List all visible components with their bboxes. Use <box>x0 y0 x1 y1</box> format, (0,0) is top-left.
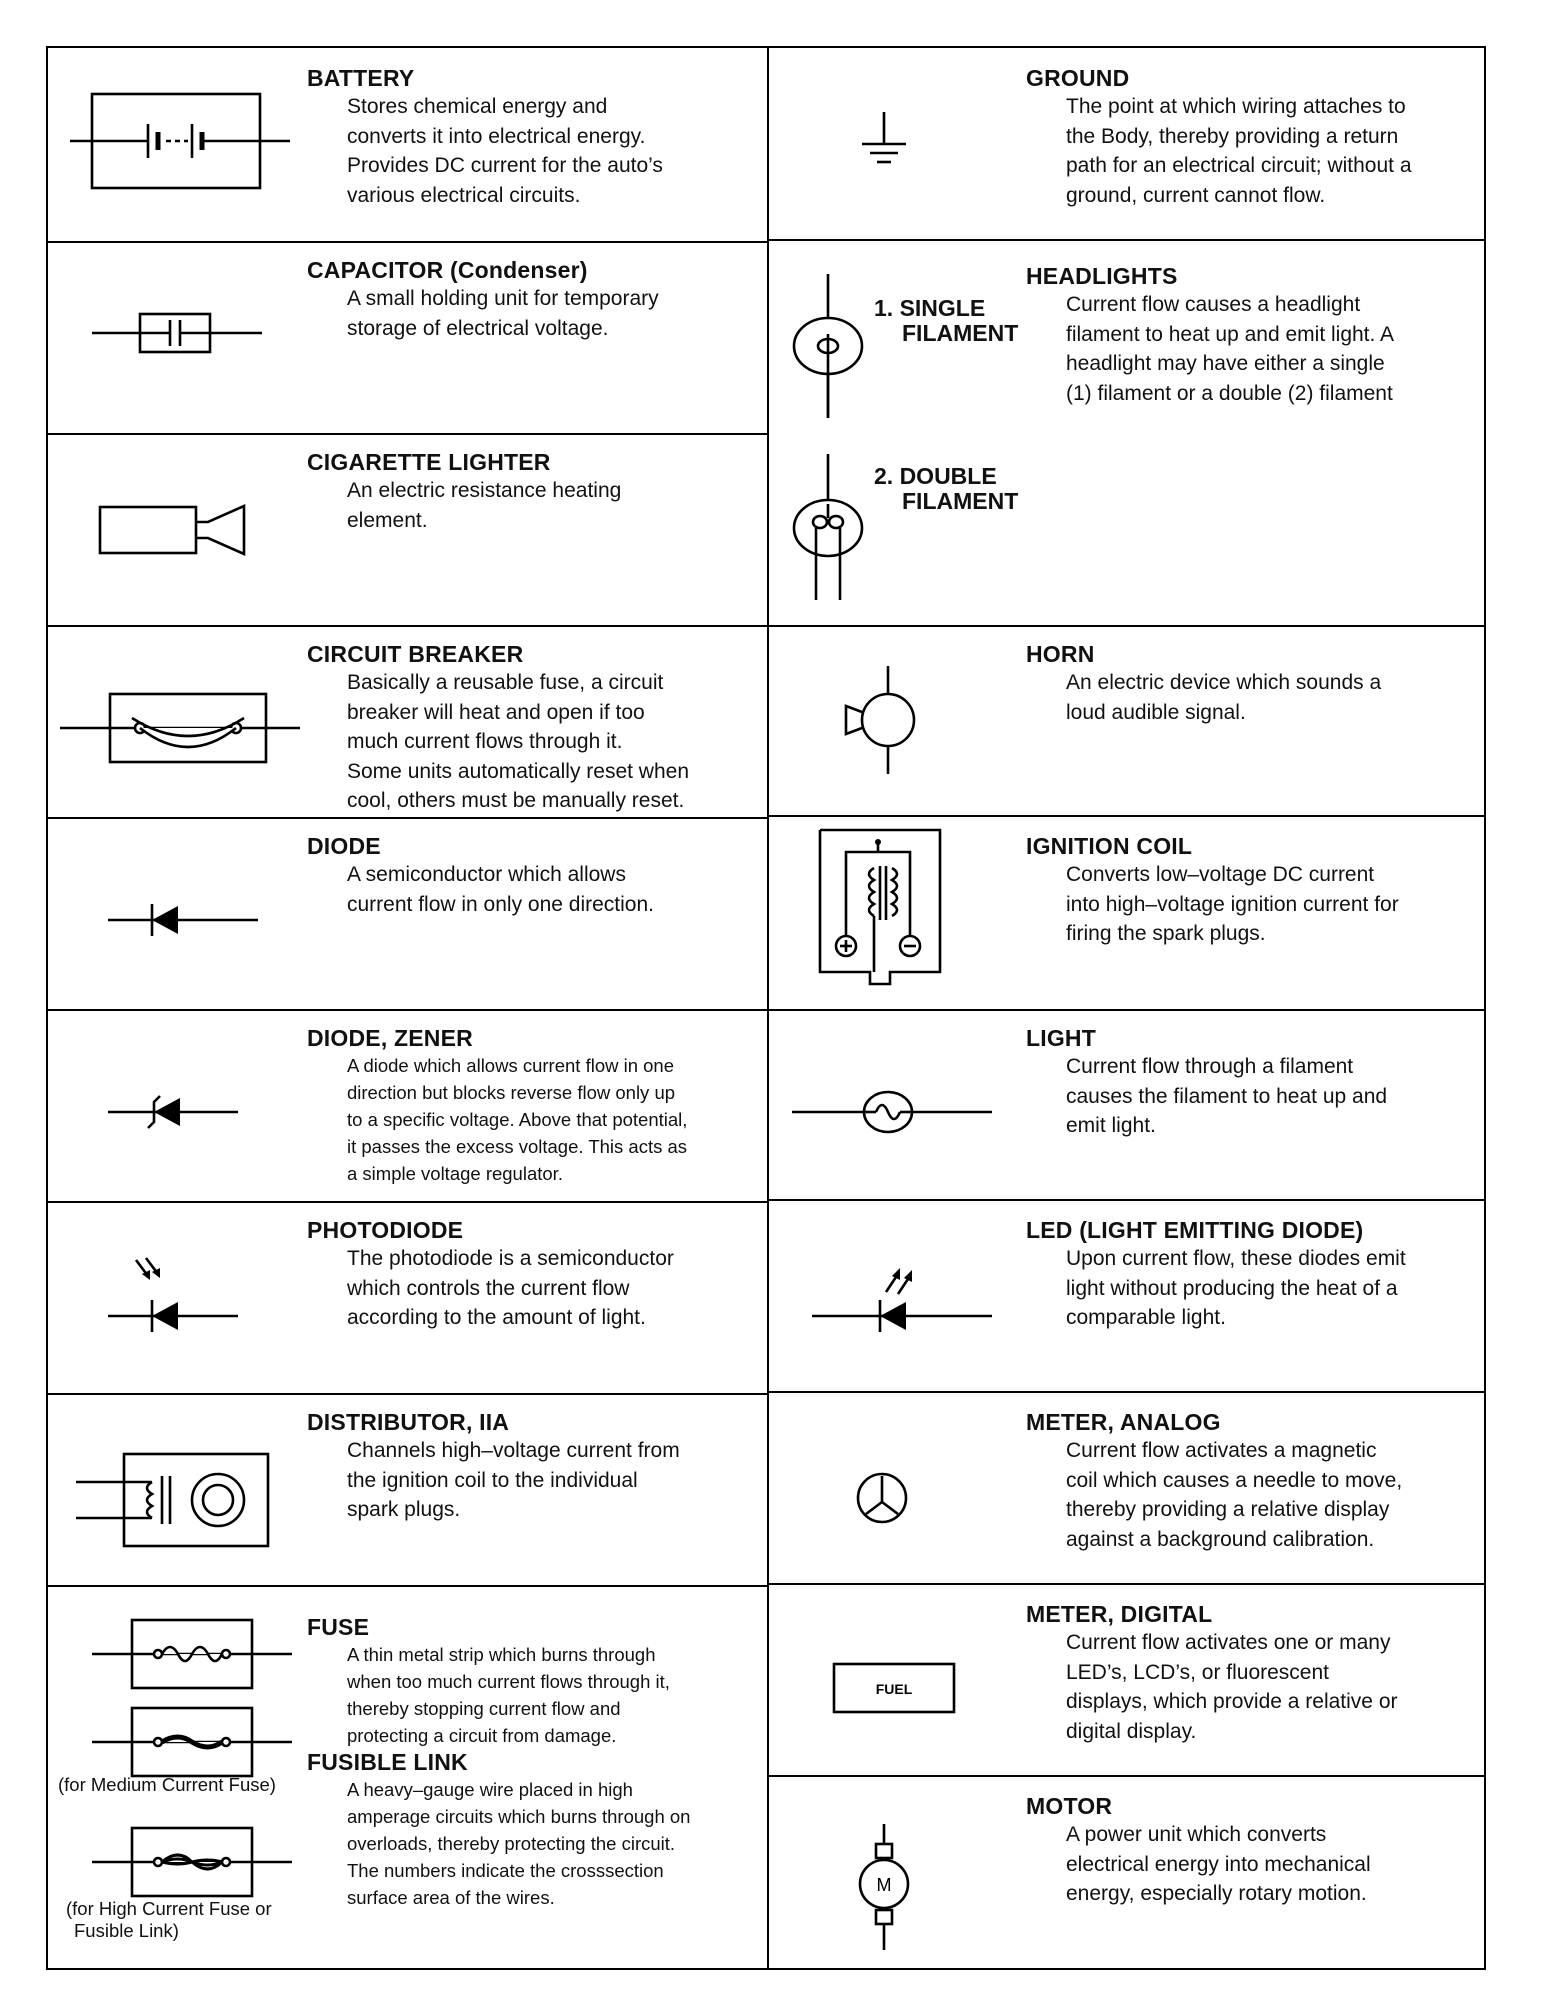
entry-title: CIGARETTE LIGHTER <box>307 449 551 475</box>
row-divider <box>768 1391 1486 1393</box>
entry-desc-line: loud audible signal. <box>1066 700 1246 724</box>
headlights-entry <box>1026 263 1394 408</box>
entry-desc-line: The numbers indicate the crosssection <box>347 1860 664 1881</box>
entry-desc-line: comparable light. <box>1066 1306 1226 1329</box>
row-divider <box>48 241 768 243</box>
entry-desc-line: surface area of the wires. <box>347 1887 555 1908</box>
analog-meter-symbol-icon <box>852 1468 912 1528</box>
distributor-entry <box>307 1409 680 1525</box>
horn-symbol-icon <box>840 666 920 776</box>
row-divider <box>768 625 1486 627</box>
capacitor-entry <box>307 257 659 343</box>
entry-desc-line: A diode which allows current flow in one <box>347 1055 675 1076</box>
entry-desc-line: firing the spark plugs. <box>1066 922 1266 945</box>
entry-desc-line: Some units automatically reset when <box>347 759 689 783</box>
entry-title: BATTERY <box>307 65 415 91</box>
zener-diode-symbol-icon <box>108 1092 238 1132</box>
entry-desc-line: energy, especially rotary motion. <box>1066 1882 1367 1905</box>
entry-desc-line: An electric device which sounds a <box>1066 671 1382 694</box>
motor-entry <box>1026 1793 1371 1909</box>
row-divider <box>48 625 768 627</box>
photodiode-symbol-icon <box>108 1256 238 1336</box>
filament-label-line: 1. SINGLE <box>874 295 986 321</box>
entry-desc-line: cool, others must be manually reset. <box>347 789 685 812</box>
light-entry <box>1026 1025 1387 1141</box>
entry-desc-line: much current flows through it. <box>347 730 623 753</box>
entry-title: HEADLIGHTS <box>1026 263 1178 289</box>
row-divider <box>768 1199 1486 1201</box>
analog-meter-entry <box>1026 1409 1402 1554</box>
row-divider <box>48 1393 768 1395</box>
entry-desc-line: storage of electrical voltage. <box>347 316 609 340</box>
entry-desc-line: direction but blocks reverse flow only up <box>347 1082 676 1103</box>
entry-desc-line: to a specific voltage. Above that potential, <box>347 1109 688 1130</box>
entry-title: LED (LIGHT EMITTING DIODE) <box>1026 1217 1364 1243</box>
high-fuse-caption: (for High Current Fuse or <box>66 1898 272 1919</box>
row-divider <box>768 815 1486 817</box>
entry-title: MOTOR <box>1026 1793 1113 1819</box>
entry-desc-line: electrical energy into mechanical <box>1066 1852 1371 1876</box>
entry-desc-line: The point at which wiring attaches to <box>1066 95 1406 118</box>
entry-title: FUSIBLE LINK <box>307 1749 468 1775</box>
row-divider <box>768 1583 1486 1585</box>
filament-label-line: FILAMENT <box>902 320 1019 346</box>
row-divider <box>48 1585 768 1587</box>
entry-title: GROUND <box>1026 65 1130 91</box>
entry-desc-line: thereby stopping current flow and <box>347 1698 621 1719</box>
entry-desc-line: path for an electrical circuit; without a <box>1066 154 1412 177</box>
entry-desc-line: causes the filament to heat up and <box>1066 1084 1388 1108</box>
ground-symbol-icon <box>854 112 914 172</box>
row-divider <box>48 1201 768 1203</box>
horn-entry <box>1026 641 1381 727</box>
entry-desc-line: ground, current cannot flow. <box>1066 183 1326 207</box>
filament-label-line: 2. DOUBLE <box>874 463 997 489</box>
row-divider <box>768 1775 1486 1777</box>
entry-desc-line: amperage circuits which burns through on <box>347 1806 691 1827</box>
ground-entry <box>1026 65 1412 210</box>
row-divider <box>48 1009 768 1011</box>
diode-symbol-icon <box>108 900 258 940</box>
single-filament-label <box>874 296 1018 346</box>
ignition-coil-entry <box>1026 833 1399 949</box>
symbol-chart <box>46 46 1486 1970</box>
entry-title: CAPACITOR (Condenser) <box>307 257 588 283</box>
entry-desc-line: filament to heat up and emit light. A <box>1066 322 1395 346</box>
entry-desc-line: An electric resistance heating <box>347 479 622 502</box>
headlight-single-filament-icon <box>788 274 868 424</box>
digital-meter-symbol-icon <box>832 1662 962 1718</box>
entry-desc-line: Current flow causes a headlight <box>1066 293 1361 316</box>
entry-desc-line: A small holding unit for temporary <box>347 287 659 310</box>
entry-title: DISTRIBUTOR, IIA <box>307 1409 510 1435</box>
high-fuse-caption: Fusible Link) <box>74 1920 179 1941</box>
entry-desc-line: emit light. <box>1066 1114 1156 1137</box>
entry-desc-line: coil which causes a needle to move, <box>1066 1468 1403 1492</box>
row-divider <box>768 1009 1486 1011</box>
entry-desc-line: headlight may have either a single <box>1066 352 1385 375</box>
double-filament-label <box>874 464 1018 514</box>
battery-symbol-icon <box>70 94 290 194</box>
entry-desc-line: Current flow activates one or many <box>1066 1631 1391 1654</box>
entry-desc-line: A thin metal strip which burns through <box>347 1644 656 1665</box>
entry-desc-line: Stores chemical energy and <box>347 95 608 118</box>
entry-desc-line: Provides DC current for the auto’s <box>347 154 663 177</box>
entry-desc-line: when too much current flows through it, <box>347 1671 670 1692</box>
photodiode-entry <box>307 1217 674 1333</box>
high-current-fuse-symbol-icon <box>92 1822 292 1902</box>
entry-desc-line: according to the amount of light. <box>347 1306 646 1329</box>
motor-symbol-icon <box>854 1824 914 1954</box>
cigarette-lighter-entry <box>307 449 621 535</box>
entry-desc-line: which controls the current flow <box>347 1276 630 1300</box>
entry-desc-line: a simple voltage regulator. <box>347 1163 563 1184</box>
led-entry <box>1026 1217 1406 1333</box>
entry-title: FUSE <box>307 1614 370 1640</box>
battery-entry <box>307 65 663 210</box>
medium-fuse-symbol-icon <box>92 1702 292 1782</box>
entry-desc-line: Basically a reusable fuse, a circuit <box>347 671 664 694</box>
entry-title: DIODE <box>307 833 381 859</box>
entry-desc-line: LED’s, LCD’s, or fluorescent <box>1066 1660 1330 1684</box>
fuse-entry <box>307 1614 690 1911</box>
cigarette-lighter-symbol-icon <box>100 502 250 562</box>
row-divider <box>768 239 1486 241</box>
ignition-coil-symbol-icon <box>816 828 946 988</box>
entry-desc-line: displays, which provide a relative or <box>1066 1690 1398 1713</box>
entry-desc-line: converts it into electrical energy. <box>347 124 646 148</box>
circuit-breaker-entry <box>307 641 689 816</box>
entry-desc-line: protecting a circuit from damage. <box>347 1725 617 1746</box>
entry-desc-line: spark plugs. <box>347 1498 461 1521</box>
entry-desc-line: A heavy–gauge wire placed in high <box>347 1779 633 1800</box>
entry-desc-line: A power unit which converts <box>1066 1823 1327 1846</box>
entry-title: LIGHT <box>1026 1025 1096 1051</box>
entry-title: CIRCUIT BREAKER <box>307 641 524 667</box>
entry-desc-line: overloads, thereby protecting the circuit. <box>347 1833 676 1854</box>
entry-desc-line: Converts low–voltage DC current <box>1066 863 1375 886</box>
entry-title: PHOTODIODE <box>307 1217 464 1243</box>
entry-desc-line: breaker will heat and open if too <box>347 700 645 724</box>
zener-diode-entry <box>307 1025 687 1187</box>
entry-desc-line: the ignition coil to the individual <box>347 1468 638 1492</box>
entry-desc-line: light without producing the heat of a <box>1066 1276 1398 1300</box>
column-divider <box>767 48 769 1968</box>
entry-title: METER, ANALOG <box>1026 1409 1221 1435</box>
entry-desc-line: A semiconductor which allows <box>347 863 626 886</box>
entry-title: HORN <box>1026 641 1095 667</box>
entry-desc-line: against a background calibration. <box>1066 1527 1375 1551</box>
entry-title: DIODE, ZENER <box>307 1025 473 1051</box>
entry-desc-line: Current flow through a filament <box>1066 1055 1354 1078</box>
led-symbol-icon <box>812 1258 992 1338</box>
fuse-symbol-icon <box>92 1614 292 1694</box>
entry-desc-line: it passes the excess voltage. This acts as <box>347 1136 688 1157</box>
diode-entry <box>307 833 654 919</box>
entry-title: METER, DIGITAL <box>1026 1601 1213 1627</box>
medium-fuse-caption: (for Medium Current Fuse) <box>58 1774 276 1795</box>
motor-label: M <box>876 1875 892 1895</box>
digital-meter-entry <box>1026 1601 1398 1746</box>
entry-desc-line: current flow in only one direction. <box>347 892 654 916</box>
entry-desc-line: thereby providing a relative display <box>1066 1498 1390 1521</box>
light-symbol-icon <box>792 1088 992 1138</box>
entry-desc-line: the Body, thereby providing a return <box>1066 124 1399 148</box>
distributor-symbol-icon <box>76 1452 276 1552</box>
entry-desc-line: Upon current flow, these diodes emit <box>1066 1247 1406 1270</box>
entry-desc-line: Channels high–voltage current from <box>347 1439 680 1462</box>
entry-desc-line: various electrical circuits. <box>347 183 581 207</box>
digital-meter-display-text: FUEL <box>875 1681 913 1697</box>
entry-desc-line: digital display. <box>1066 1719 1197 1743</box>
filament-label-line: FILAMENT <box>902 488 1019 514</box>
headlight-double-filament-icon <box>788 454 868 604</box>
entry-desc-line: (1) filament or a double (2) filament <box>1066 381 1393 405</box>
row-divider <box>48 817 768 819</box>
entry-desc-line: into high–voltage ignition current for <box>1066 892 1399 916</box>
capacitor-symbol-icon <box>92 308 262 358</box>
entry-desc-line: Current flow activates a magnetic <box>1066 1439 1377 1462</box>
entry-desc-line: element. <box>347 508 428 532</box>
row-divider <box>48 433 768 435</box>
circuit-breaker-symbol-icon <box>60 688 300 768</box>
entry-title: IGNITION COIL <box>1026 833 1193 859</box>
entry-desc-line: The photodiode is a semiconductor <box>347 1247 674 1270</box>
